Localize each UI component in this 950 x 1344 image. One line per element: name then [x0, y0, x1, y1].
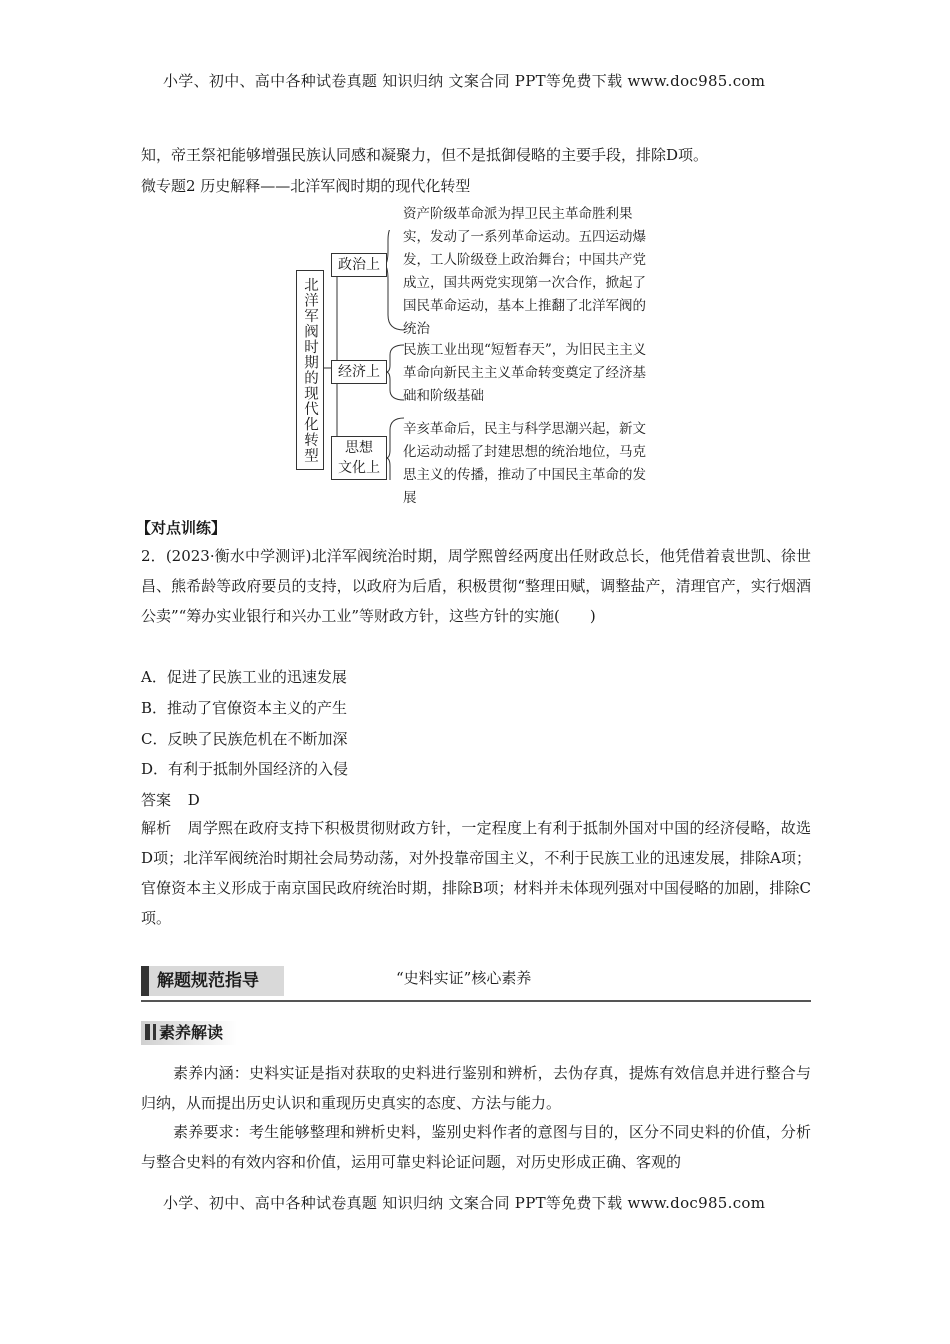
heading-bar-icon — [145, 1024, 150, 1040]
branch-economy-text: 民族工业出现“短暂春天”，为旧民主主义革命向新民主主义革命转变奠定了经济基础和阶级基础 — [403, 342, 647, 404]
branch-thought-culture — [331, 436, 387, 480]
option-a: A．促进了民族工业的迅速发展 — [141, 668, 347, 686]
answer-line — [141, 789, 200, 810]
page-footer: 小学、初中、高中各种试卷真题 知识归纳 文案合同 PPT等免费下载 www.doc985.com — [163, 1194, 766, 1212]
branch-economy: 经济上 — [331, 360, 387, 384]
analysis-text: 周学熙在政府支持下积极贯彻财政方针，一定程度上有利于抵制外国对中国的经济侵略，故选D项；北洋军阀统治时期社会局势动荡，对外投靠帝国主义，不利于民族工业的迅速发展，排除A项；官僚资本主义形成于南京国民政府统治时期，排除B项；材料并未体现列强对中国侵略的加剧，排除C项。 — [141, 819, 811, 927]
literacy-definition: 素养内涵：史料实证是指对获取的史料进行鉴别和辨析，去伪存真，提炼有效信息并进行整合与归纳，从而提出历史认识和重现历史真实的态度、方法与能力。 — [141, 1064, 811, 1112]
diagram-title: 北洋军阀时期的现代化转型 — [296, 270, 324, 470]
analysis-paragraph — [141, 813, 811, 933]
page-header: 小学、初中、高中各种试卷真题 知识归纳 文案合同 PPT等免费下载 www.doc985.com — [163, 72, 766, 90]
branch-thought-line2: 文化上 — [338, 460, 380, 476]
answer-value: D — [187, 791, 200, 809]
branch-thought-text: 辛亥革命后，民主与科学思潮兴起，新文化运动动摇了封建思想的统治地位，马克思主义的传播，推动了中国民主革命的发展 — [403, 421, 646, 506]
subsection-heading — [141, 1021, 237, 1045]
subsection-title: 素养解读 — [159, 1023, 224, 1042]
question-text: 2．(2023·衡水中学测评)北洋军阀统治时期，周学熙曾经两度出任财政总长，他凭借着袁世凯、徐世昌、熊希龄等政府要员的支持，以政府为后盾，积极贯彻“整理田赋，调整盐产，清理官产，实行烟酒公卖”“筹办实业银行和兴办工业”等财政方针，这些方针的实施( ) — [141, 547, 811, 625]
section-banner: 解题规范指导 — [141, 966, 284, 996]
branch-politics-text: 资产阶级革命派为捍卫民主革命胜利果实，发动了一系列革命运动。五四运动爆发，工人阶级登上政治舞台；中国共产党成立，国共两党实现第一次合作，掀起了国民革命运动，基本上推翻了北洋军阀的统治 — [403, 206, 646, 337]
section-subtitle: “史料实证”核心素养 — [396, 969, 532, 987]
option-c: C．反映了民族危机在不断加深 — [141, 730, 348, 748]
practice-heading: 【对点训练】 — [136, 519, 227, 537]
topic-title: 微专题2 历史解释——北洋军阀时期的现代化转型 — [141, 177, 471, 195]
branch-thought-line1: 思想 — [345, 440, 373, 456]
heading-bar-icon-2 — [153, 1024, 156, 1040]
intro-line: 知，帝王祭祀能够增强民族认同感和凝聚力，但不是抵御侵略的主要手段，排除D项。 — [141, 146, 709, 164]
literacy-requirement: 素养要求：考生能够整理和辨析史料，鉴别史料作者的意图与目的，区分不同史料的价值，分析与整合史料的有效内容和价值，运用可靠史料论证问题，对历史形成正确、客观的 — [141, 1123, 811, 1171]
option-d: D．有利于抵制外国经济的入侵 — [141, 760, 349, 778]
branch-politics: 政治上 — [331, 253, 387, 277]
section-divider — [141, 1000, 811, 1002]
option-b: B．推动了官僚资本主义的产生 — [141, 699, 348, 717]
analysis-label: 解析 — [141, 819, 172, 837]
answer-label: 答案 — [141, 791, 172, 809]
